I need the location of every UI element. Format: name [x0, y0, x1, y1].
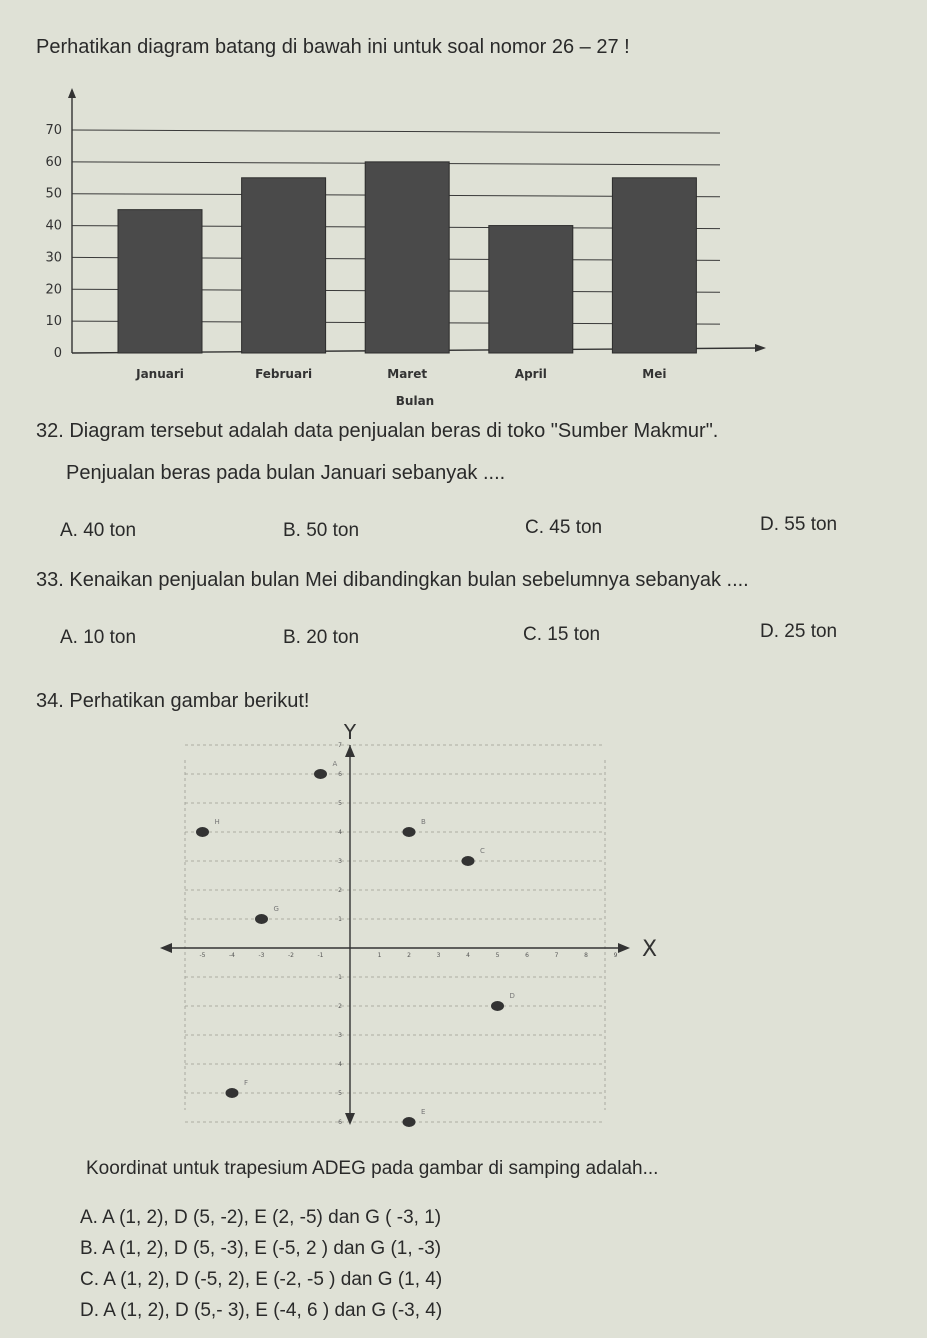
y-tick: 1 — [338, 974, 342, 981]
q32-option-b[interactable]: B. 50 ton — [283, 520, 360, 541]
y-tick-label: 0 — [53, 346, 62, 361]
x-tick: -3 — [258, 952, 265, 959]
y-tick: 3 — [338, 1032, 342, 1039]
x-axis-arrow-left-icon — [160, 943, 172, 953]
y-tick-label: 40 — [45, 218, 62, 234]
question-32-prompt: Penjualan beras pada bulan Januari sebanyak .... — [66, 462, 506, 484]
q34-option-a[interactable]: A. A (1, 2), D (5, -2), E (2, -5) dan G ( -3, 1) — [80, 1207, 442, 1228]
point-label: G — [273, 905, 279, 913]
q33-option-b[interactable]: B. 20 ton — [283, 627, 360, 648]
q33-option-d[interactable]: D. 25 ton — [760, 621, 838, 642]
q33-option-c[interactable]: C. 15 ton — [523, 624, 601, 645]
x-tick: 8 — [584, 952, 588, 959]
x-tick: -5 — [199, 952, 206, 959]
y-axis-arrow-icon — [68, 88, 76, 98]
x-tick: 1 — [377, 952, 382, 959]
bar-februari — [242, 178, 326, 353]
y-tick: 2 — [338, 1003, 342, 1010]
x-tick-label: Januari — [136, 367, 184, 381]
point-label: H — [214, 818, 220, 826]
y-tick: 6 — [338, 771, 342, 778]
point-g — [255, 914, 268, 924]
question-32-text: 32. Diagram tersebut adalah data penjualan beras di toko "Sumber Makmur". — [36, 420, 719, 442]
x-tick-label: Mei — [642, 367, 667, 381]
point-h — [196, 827, 209, 837]
point-label: D — [509, 992, 515, 1000]
gridline — [72, 130, 720, 133]
q33-option-a[interactable]: A. 10 ton — [60, 627, 137, 648]
x-tick: 7 — [554, 952, 559, 959]
point-a — [314, 769, 327, 779]
point-e — [403, 1117, 416, 1127]
bar-chart — [0, 80, 927, 410]
bar-maret — [365, 162, 449, 353]
x-tick-label: Maret — [387, 367, 428, 381]
y-tick: 6 — [338, 1119, 342, 1126]
y-axis-arrow-down-icon — [345, 1113, 355, 1125]
y-tick: 4 — [338, 1061, 342, 1068]
q34-option-b[interactable]: B. A (1, 2), D (5, -3), E (-5, 2 ) dan G (1, -3) — [80, 1238, 442, 1259]
y-axis-arrow-icon — [345, 745, 355, 757]
x-tick: 4 — [466, 952, 470, 959]
x-tick: -2 — [288, 952, 294, 959]
bar-januari — [118, 210, 202, 353]
q32-option-c[interactable]: C. 45 ton — [525, 517, 603, 538]
y-tick-label: 60 — [45, 154, 62, 170]
bar-april — [489, 226, 573, 353]
y-tick-label: 70 — [45, 123, 62, 138]
point-label: E — [421, 1108, 426, 1116]
x-tick: -4 — [229, 952, 235, 959]
x-axis-title: Bulan — [395, 394, 435, 408]
coordinate-plane — [150, 715, 670, 1135]
point-c — [462, 856, 475, 866]
point-d — [491, 1001, 504, 1011]
question-34-prompt: Koordinat untuk trapesium ADEG pada gambar di samping adalah... — [86, 1158, 659, 1179]
q32-option-d[interactable]: D. 55 ton — [760, 514, 838, 535]
q32-option-a[interactable]: A. 40 ton — [60, 520, 137, 541]
y-tick: 5 — [338, 800, 342, 807]
y-axis-label: Y — [343, 720, 357, 744]
point-label: F — [244, 1079, 249, 1087]
q34-option-c[interactable]: C. A (1, 2), D (-5, 2), E (-2, -5 ) dan G (1, 4) — [80, 1269, 443, 1290]
x-tick: 3 — [436, 952, 441, 959]
point-label: A — [332, 760, 338, 768]
y-tick-label: 10 — [45, 314, 62, 330]
y-tick-label: 30 — [45, 250, 62, 266]
y-tick: 7 — [338, 742, 342, 749]
bar-mei — [612, 178, 696, 353]
y-tick: 2 — [338, 887, 342, 894]
y-tick-label: 20 — [45, 282, 62, 298]
y-tick: 5 — [338, 1090, 342, 1097]
x-tick: 2 — [407, 952, 411, 959]
q34-option-d[interactable]: D. A (1, 2), D (5,- 3), E (-4, 6 ) dan G (-3, 4) — [80, 1300, 443, 1321]
x-tick: 5 — [495, 952, 500, 959]
point-b — [403, 827, 416, 837]
x-axis-label: X — [642, 937, 658, 962]
question-33-text: 33. Kenaikan penjualan bulan Mei dibandingkan bulan sebelumnya sebanyak .... — [36, 569, 749, 591]
instruction-header: Perhatikan diagram batang di bawah ini untuk soal nomor 26 – 27 ! — [36, 36, 630, 58]
y-tick: 4 — [338, 829, 342, 836]
y-tick-label: 50 — [45, 186, 62, 202]
x-tick: 6 — [525, 952, 529, 959]
point-f — [226, 1088, 239, 1098]
x-axis-arrow-icon — [618, 943, 630, 953]
y-tick: 3 — [338, 858, 342, 865]
point-label: B — [421, 818, 426, 826]
x-tick: 9 — [613, 952, 618, 959]
question-34-text: 34. Perhatikan gambar berikut! — [36, 690, 310, 712]
x-tick: -1 — [317, 952, 324, 959]
x-tick-label: Februari — [255, 367, 313, 381]
y-tick: 1 — [338, 916, 342, 923]
x-tick-label: April — [514, 367, 547, 381]
point-label: C — [480, 847, 485, 855]
x-axis-arrow-icon — [755, 344, 766, 352]
